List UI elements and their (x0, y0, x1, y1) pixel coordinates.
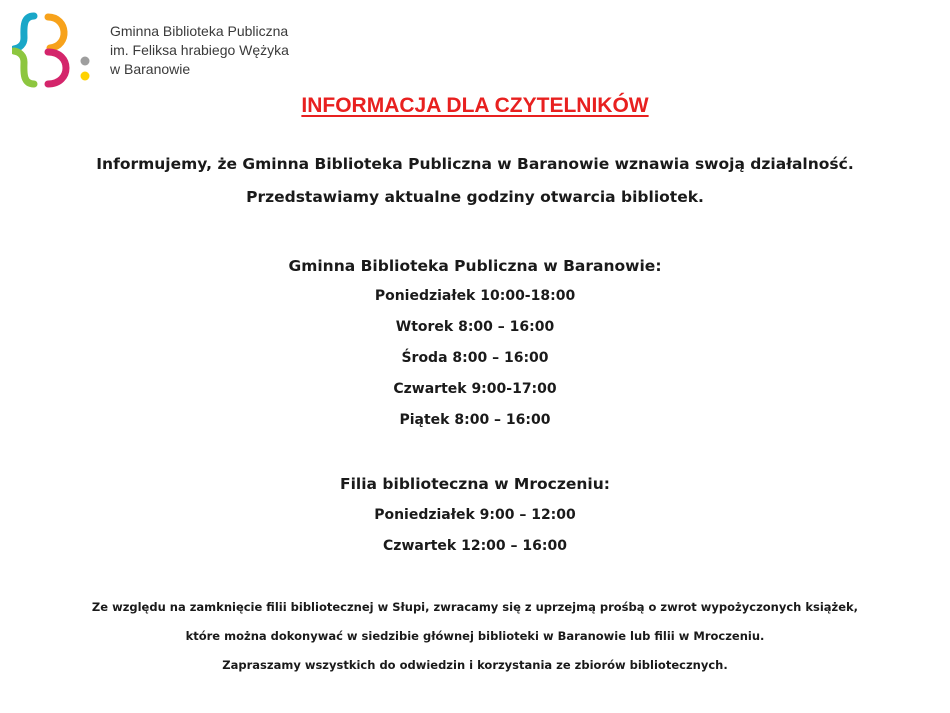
branch-heading: Filia biblioteczna w Mroczeniu: (340, 475, 610, 493)
logo-line: im. Feliksa hrabiego Wężyka (110, 41, 289, 58)
main-library-hours-row: Piątek 8:00 – 16:00 (399, 412, 551, 428)
main-library-heading: Gminna Biblioteka Publiczna w Baranowie: (288, 257, 662, 275)
main-library-hours-row: Czwartek 9:00-17:00 (393, 381, 557, 397)
page-title: INFORMACJA DLA CZYTELNIKÓW (301, 94, 649, 117)
footer-line: Ze względu na zamknięcie filii bibliotecznej w Słupi, zwracamy się z uprzejmą prośbą o zwrot wypożyczonych książek, (91, 600, 859, 614)
logo-line: w Baranowie (110, 60, 191, 77)
main-library-hours-row: Poniedziałek 10:00-18:00 (374, 288, 576, 304)
footer-line: które można dokonywać w siedzibie głównej biblioteki w Baranowie lub filii w Mroczeniu. (185, 629, 765, 643)
main-library-hours-row: Środa 8:00 – 16:00 (401, 350, 549, 366)
library-logo (12, 12, 289, 88)
branch-hours-row: Czwartek 12:00 – 16:00 (383, 538, 567, 554)
intro-line: Informujemy, że Gminna Biblioteka Publiczna w Baranowie wznawia swoją działalność. (96, 155, 854, 173)
footer-line: Zapraszamy wszystkich do odwiedzin i korzystania ze zbiorów bibliotecznych. (222, 658, 728, 672)
branch-hours-row: Poniedziałek 9:00 – 12:00 (374, 507, 576, 523)
intro-line: Przedstawiamy aktualne godziny otwarcia bibliotek. (246, 188, 704, 206)
library-logo-text (110, 22, 289, 79)
logo-line: Gminna Biblioteka Publiczna (110, 22, 289, 39)
library-logo-icon (12, 12, 98, 88)
main-library-hours-row: Wtorek 8:00 – 16:00 (395, 319, 555, 335)
